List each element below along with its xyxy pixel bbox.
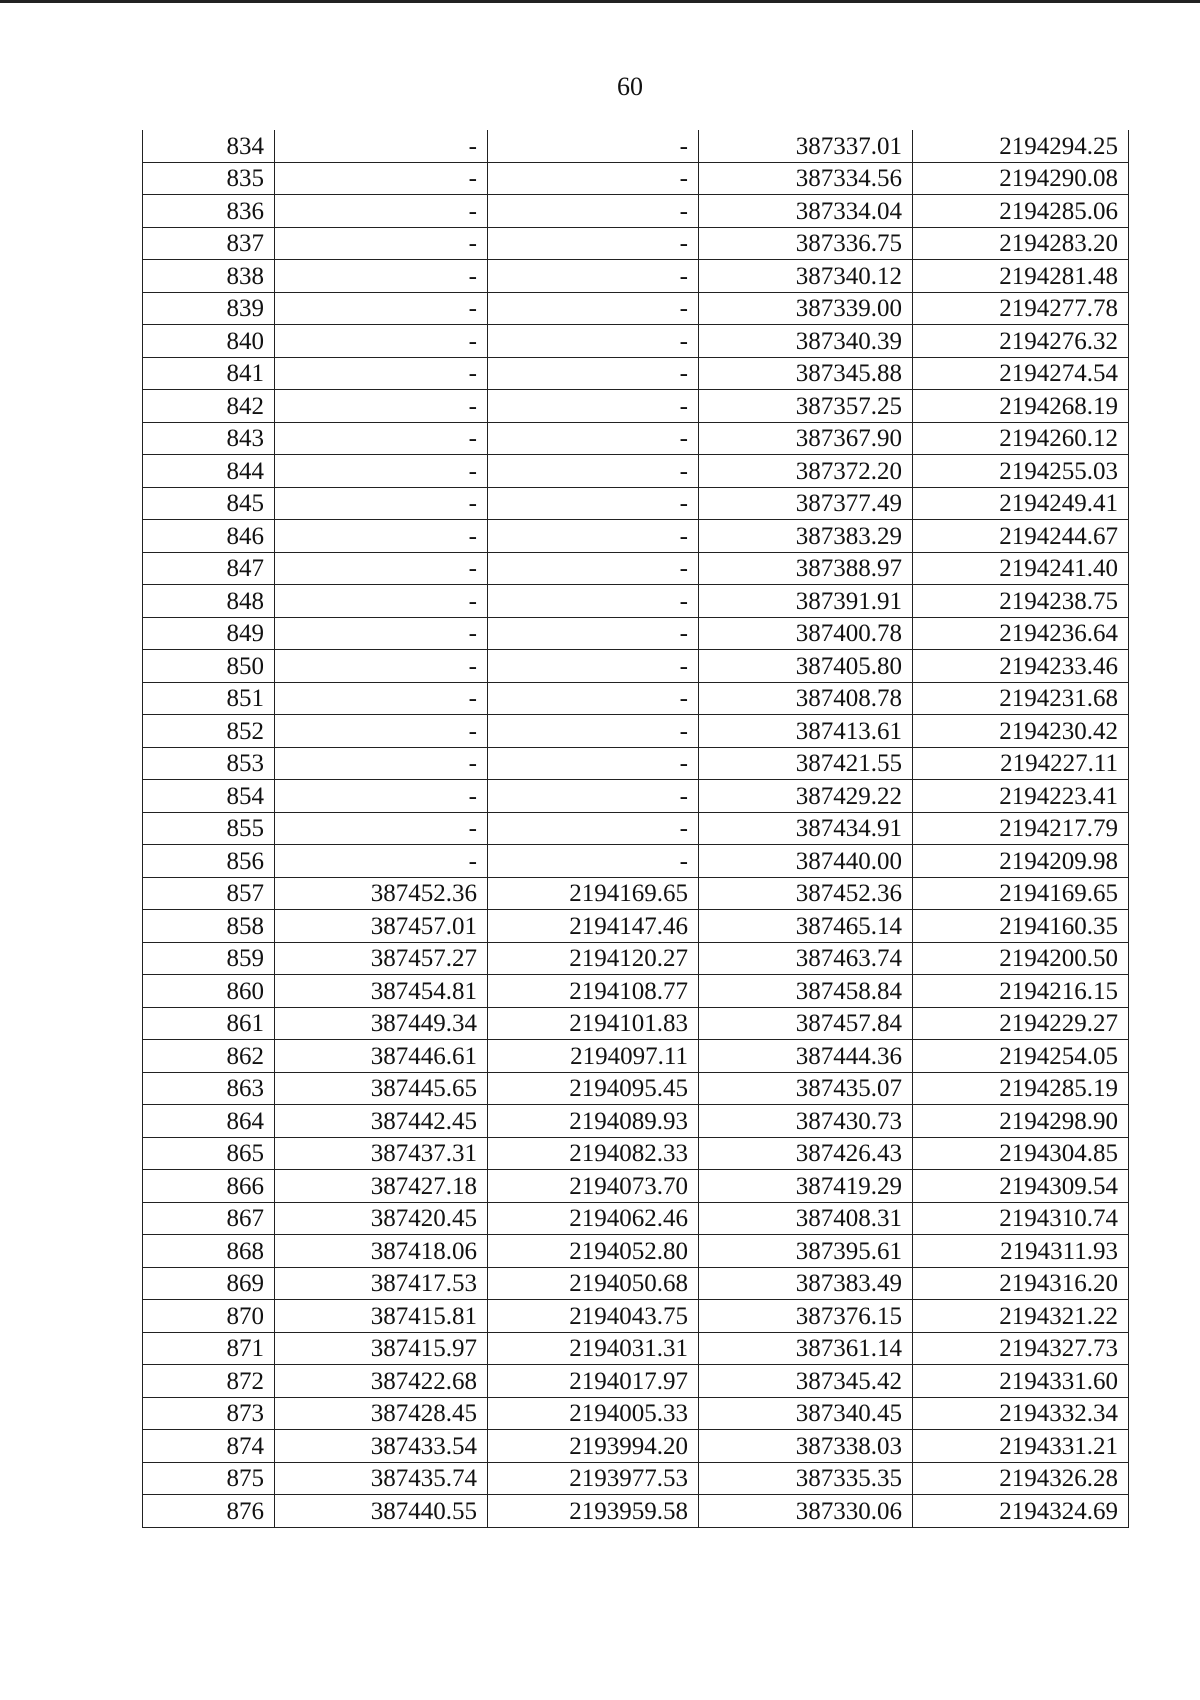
- value-cell-2: 2194147.46: [488, 910, 699, 943]
- value-cell-2: 2194101.83: [488, 1007, 699, 1040]
- point-number-cell: 860: [143, 975, 275, 1008]
- table-row: [143, 877, 1129, 910]
- value-cell-4: 2194268.19: [913, 390, 1129, 423]
- table-row: [143, 747, 1129, 780]
- value-cell-1: -: [275, 487, 488, 520]
- value-cell-4: 2194294.25: [913, 130, 1129, 162]
- table-row: [143, 975, 1129, 1008]
- value-cell-2: -: [488, 585, 699, 618]
- value-cell-4: 2194316.20: [913, 1267, 1129, 1300]
- point-number-cell: 876: [143, 1495, 275, 1528]
- table-row: [143, 1072, 1129, 1105]
- value-cell-2: -: [488, 227, 699, 260]
- value-cell-4: 2194231.68: [913, 682, 1129, 715]
- value-cell-3: 387444.36: [699, 1040, 913, 1073]
- value-cell-1: -: [275, 422, 488, 455]
- value-cell-4: 2194276.32: [913, 325, 1129, 358]
- value-cell-4: 2194326.28: [913, 1462, 1129, 1495]
- point-number-cell: 836: [143, 195, 275, 228]
- point-number-cell: 864: [143, 1105, 275, 1138]
- table-row: [143, 1495, 1129, 1528]
- point-number-cell: 834: [143, 130, 275, 162]
- table-row: [143, 1235, 1129, 1268]
- table-row: [143, 357, 1129, 390]
- value-cell-1: 387440.55: [275, 1495, 488, 1528]
- value-cell-1: -: [275, 617, 488, 650]
- table-row: [143, 227, 1129, 260]
- value-cell-1: -: [275, 812, 488, 845]
- value-cell-4: 2194217.79: [913, 812, 1129, 845]
- value-cell-4: 2194238.75: [913, 585, 1129, 618]
- value-cell-1: -: [275, 130, 488, 162]
- point-number-cell: 866: [143, 1170, 275, 1203]
- table-row: [143, 812, 1129, 845]
- value-cell-1: -: [275, 292, 488, 325]
- point-number-cell: 839: [143, 292, 275, 325]
- table-row: [143, 162, 1129, 195]
- value-cell-3: 387340.12: [699, 260, 913, 293]
- value-cell-4: 2194160.35: [913, 910, 1129, 943]
- value-cell-3: 387391.91: [699, 585, 913, 618]
- value-cell-1: -: [275, 455, 488, 488]
- table-row: [143, 942, 1129, 975]
- table-row: [143, 650, 1129, 683]
- value-cell-3: 387376.15: [699, 1300, 913, 1333]
- value-cell-4: 2194285.19: [913, 1072, 1129, 1105]
- table-row: [143, 715, 1129, 748]
- value-cell-4: 2194309.54: [913, 1170, 1129, 1203]
- value-cell-4: 2194321.22: [913, 1300, 1129, 1333]
- value-cell-3: 387426.43: [699, 1137, 913, 1170]
- value-cell-2: -: [488, 682, 699, 715]
- value-cell-1: 387452.36: [275, 877, 488, 910]
- point-number-cell: 871: [143, 1332, 275, 1365]
- value-cell-2: 2194082.33: [488, 1137, 699, 1170]
- point-number-cell: 861: [143, 1007, 275, 1040]
- value-cell-4: 2194310.74: [913, 1202, 1129, 1235]
- value-cell-3: 387334.56: [699, 162, 913, 195]
- value-cell-3: 387335.35: [699, 1462, 913, 1495]
- value-cell-3: 387383.29: [699, 520, 913, 553]
- value-cell-3: 387465.14: [699, 910, 913, 943]
- value-cell-4: 2194200.50: [913, 942, 1129, 975]
- value-cell-1: -: [275, 260, 488, 293]
- value-cell-2: -: [488, 357, 699, 390]
- value-cell-1: 387457.27: [275, 942, 488, 975]
- value-cell-1: 387428.45: [275, 1397, 488, 1430]
- table-row: [143, 1267, 1129, 1300]
- value-cell-3: 387345.42: [699, 1365, 913, 1398]
- page-number: 60: [617, 72, 643, 101]
- coordinates-table: [142, 130, 1129, 1528]
- value-cell-4: 2194209.98: [913, 845, 1129, 878]
- value-cell-2: -: [488, 390, 699, 423]
- value-cell-4: 2194277.78: [913, 292, 1129, 325]
- value-cell-4: 2194236.64: [913, 617, 1129, 650]
- point-number-cell: 857: [143, 877, 275, 910]
- value-cell-2: 2194043.75: [488, 1300, 699, 1333]
- table-row: [143, 1202, 1129, 1235]
- value-cell-2: -: [488, 552, 699, 585]
- point-number-cell: 838: [143, 260, 275, 293]
- table-row: [143, 195, 1129, 228]
- value-cell-3: 387440.00: [699, 845, 913, 878]
- value-cell-2: -: [488, 260, 699, 293]
- table-row: [143, 1007, 1129, 1040]
- table-row: [143, 617, 1129, 650]
- value-cell-2: 2194120.27: [488, 942, 699, 975]
- table-row: [143, 585, 1129, 618]
- point-number-cell: 854: [143, 780, 275, 813]
- point-number-cell: 865: [143, 1137, 275, 1170]
- value-cell-3: 387337.01: [699, 130, 913, 162]
- value-cell-4: 2194244.67: [913, 520, 1129, 553]
- value-cell-2: -: [488, 617, 699, 650]
- table-row: [143, 1365, 1129, 1398]
- table-row: [143, 1300, 1129, 1333]
- point-number-cell: 858: [143, 910, 275, 943]
- value-cell-2: 2193977.53: [488, 1462, 699, 1495]
- value-cell-1: 387457.01: [275, 910, 488, 943]
- value-cell-4: 2194283.20: [913, 227, 1129, 260]
- value-cell-4: 2194241.40: [913, 552, 1129, 585]
- table-row: [143, 1040, 1129, 1073]
- value-cell-1: -: [275, 227, 488, 260]
- value-cell-3: 387339.00: [699, 292, 913, 325]
- point-number-cell: 856: [143, 845, 275, 878]
- value-cell-1: 387454.81: [275, 975, 488, 1008]
- value-cell-3: 387463.74: [699, 942, 913, 975]
- value-cell-2: -: [488, 292, 699, 325]
- value-cell-1: 387445.65: [275, 1072, 488, 1105]
- value-cell-1: -: [275, 325, 488, 358]
- value-cell-1: 387422.68: [275, 1365, 488, 1398]
- value-cell-3: 387457.84: [699, 1007, 913, 1040]
- value-cell-1: -: [275, 650, 488, 683]
- value-cell-3: 387408.31: [699, 1202, 913, 1235]
- value-cell-3: 387435.07: [699, 1072, 913, 1105]
- value-cell-1: -: [275, 715, 488, 748]
- point-number-cell: 843: [143, 422, 275, 455]
- value-cell-4: 2194233.46: [913, 650, 1129, 683]
- value-cell-1: -: [275, 747, 488, 780]
- value-cell-3: 387372.20: [699, 455, 913, 488]
- value-cell-3: 387340.39: [699, 325, 913, 358]
- value-cell-4: 2194304.85: [913, 1137, 1129, 1170]
- value-cell-1: -: [275, 357, 488, 390]
- value-cell-1: 387415.81: [275, 1300, 488, 1333]
- value-cell-1: -: [275, 780, 488, 813]
- point-number-cell: 875: [143, 1462, 275, 1495]
- table-row: [143, 260, 1129, 293]
- value-cell-4: 2194285.06: [913, 195, 1129, 228]
- value-cell-1: 387437.31: [275, 1137, 488, 1170]
- value-cell-3: 387336.75: [699, 227, 913, 260]
- point-number-cell: 859: [143, 942, 275, 975]
- value-cell-2: -: [488, 487, 699, 520]
- value-cell-2: 2194017.97: [488, 1365, 699, 1398]
- value-cell-1: -: [275, 585, 488, 618]
- table-row: [143, 325, 1129, 358]
- point-number-cell: 852: [143, 715, 275, 748]
- value-cell-1: -: [275, 552, 488, 585]
- value-cell-2: 2193994.20: [488, 1430, 699, 1463]
- value-cell-2: -: [488, 162, 699, 195]
- point-number-cell: 842: [143, 390, 275, 423]
- point-number-cell: 845: [143, 487, 275, 520]
- value-cell-1: 387415.97: [275, 1332, 488, 1365]
- point-number-cell: 837: [143, 227, 275, 260]
- value-cell-3: 387430.73: [699, 1105, 913, 1138]
- table-row: [143, 455, 1129, 488]
- point-number-cell: 849: [143, 617, 275, 650]
- value-cell-1: 387420.45: [275, 1202, 488, 1235]
- value-cell-2: 2194052.80: [488, 1235, 699, 1268]
- value-cell-2: 2194062.46: [488, 1202, 699, 1235]
- value-cell-4: 2194311.93: [913, 1235, 1129, 1268]
- value-cell-1: 387427.18: [275, 1170, 488, 1203]
- value-cell-2: 2194095.45: [488, 1072, 699, 1105]
- value-cell-1: 387433.54: [275, 1430, 488, 1463]
- table-row: [143, 422, 1129, 455]
- value-cell-4: 2194331.21: [913, 1430, 1129, 1463]
- table-row: [143, 520, 1129, 553]
- value-cell-3: 387338.03: [699, 1430, 913, 1463]
- coordinates-table-body: [143, 130, 1129, 1527]
- value-cell-2: 2194050.68: [488, 1267, 699, 1300]
- value-cell-2: 2194108.77: [488, 975, 699, 1008]
- value-cell-2: -: [488, 747, 699, 780]
- value-cell-2: 2194169.65: [488, 877, 699, 910]
- value-cell-3: 387458.84: [699, 975, 913, 1008]
- table-row: [143, 845, 1129, 878]
- value-cell-3: 387405.80: [699, 650, 913, 683]
- value-cell-4: 2194324.69: [913, 1495, 1129, 1528]
- value-cell-1: 387435.74: [275, 1462, 488, 1495]
- point-number-cell: 872: [143, 1365, 275, 1398]
- value-cell-2: 2193959.58: [488, 1495, 699, 1528]
- page-top-edge: [0, 0, 1200, 3]
- value-cell-3: 387421.55: [699, 747, 913, 780]
- value-cell-1: 387446.61: [275, 1040, 488, 1073]
- value-cell-3: 387434.91: [699, 812, 913, 845]
- value-cell-2: 2194005.33: [488, 1397, 699, 1430]
- point-number-cell: 847: [143, 552, 275, 585]
- value-cell-4: 2194229.27: [913, 1007, 1129, 1040]
- value-cell-3: 387452.36: [699, 877, 913, 910]
- point-number-cell: 868: [143, 1235, 275, 1268]
- value-cell-1: -: [275, 390, 488, 423]
- point-number-cell: 855: [143, 812, 275, 845]
- value-cell-2: -: [488, 520, 699, 553]
- value-cell-2: -: [488, 455, 699, 488]
- value-cell-1: 387442.45: [275, 1105, 488, 1138]
- point-number-cell: 870: [143, 1300, 275, 1333]
- value-cell-2: -: [488, 650, 699, 683]
- value-cell-1: -: [275, 845, 488, 878]
- value-cell-3: 387419.29: [699, 1170, 913, 1203]
- point-number-cell: 844: [143, 455, 275, 488]
- value-cell-1: 387449.34: [275, 1007, 488, 1040]
- value-cell-4: 2194169.65: [913, 877, 1129, 910]
- value-cell-3: 387330.06: [699, 1495, 913, 1528]
- value-cell-1: -: [275, 195, 488, 228]
- value-cell-4: 2194327.73: [913, 1332, 1129, 1365]
- value-cell-2: 2194031.31: [488, 1332, 699, 1365]
- point-number-cell: 841: [143, 357, 275, 390]
- value-cell-4: 2194260.12: [913, 422, 1129, 455]
- value-cell-3: 387388.97: [699, 552, 913, 585]
- value-cell-2: 2194097.11: [488, 1040, 699, 1073]
- value-cell-2: -: [488, 195, 699, 228]
- table-row: [143, 487, 1129, 520]
- value-cell-4: 2194290.08: [913, 162, 1129, 195]
- table-row: [143, 780, 1129, 813]
- table-row: [143, 1170, 1129, 1203]
- point-number-cell: 863: [143, 1072, 275, 1105]
- value-cell-3: 387429.22: [699, 780, 913, 813]
- value-cell-4: 2194230.42: [913, 715, 1129, 748]
- point-number-cell: 853: [143, 747, 275, 780]
- value-cell-4: 2194274.54: [913, 357, 1129, 390]
- value-cell-4: 2194249.41: [913, 487, 1129, 520]
- value-cell-3: 387357.25: [699, 390, 913, 423]
- point-number-cell: 873: [143, 1397, 275, 1430]
- point-number-cell: 874: [143, 1430, 275, 1463]
- value-cell-3: 387377.49: [699, 487, 913, 520]
- value-cell-2: 2194073.70: [488, 1170, 699, 1203]
- point-number-cell: 848: [143, 585, 275, 618]
- table-row: [143, 1332, 1129, 1365]
- value-cell-1: 387418.06: [275, 1235, 488, 1268]
- table-row: [143, 390, 1129, 423]
- table-row: [143, 1430, 1129, 1463]
- point-number-cell: 835: [143, 162, 275, 195]
- point-number-cell: 869: [143, 1267, 275, 1300]
- point-number-cell: 862: [143, 1040, 275, 1073]
- table-row: [143, 1462, 1129, 1495]
- point-number-cell: 850: [143, 650, 275, 683]
- value-cell-3: 387345.88: [699, 357, 913, 390]
- point-number-cell: 867: [143, 1202, 275, 1235]
- table-row: [143, 292, 1129, 325]
- value-cell-1: -: [275, 682, 488, 715]
- value-cell-2: -: [488, 715, 699, 748]
- value-cell-4: 2194227.11: [913, 747, 1129, 780]
- value-cell-4: 2194255.03: [913, 455, 1129, 488]
- value-cell-2: -: [488, 422, 699, 455]
- value-cell-4: 2194223.41: [913, 780, 1129, 813]
- value-cell-2: -: [488, 812, 699, 845]
- table-row: [143, 130, 1129, 162]
- value-cell-2: -: [488, 845, 699, 878]
- value-cell-1: -: [275, 520, 488, 553]
- table-row: [143, 1397, 1129, 1430]
- value-cell-2: -: [488, 780, 699, 813]
- value-cell-3: 387367.90: [699, 422, 913, 455]
- table-row: [143, 1137, 1129, 1170]
- value-cell-3: 387413.61: [699, 715, 913, 748]
- point-number-cell: 840: [143, 325, 275, 358]
- value-cell-4: 2194216.15: [913, 975, 1129, 1008]
- value-cell-2: 2194089.93: [488, 1105, 699, 1138]
- point-number-cell: 851: [143, 682, 275, 715]
- value-cell-2: -: [488, 130, 699, 162]
- value-cell-3: 387395.61: [699, 1235, 913, 1268]
- value-cell-3: 387408.78: [699, 682, 913, 715]
- value-cell-1: -: [275, 162, 488, 195]
- value-cell-4: 2194281.48: [913, 260, 1129, 293]
- table-row: [143, 682, 1129, 715]
- point-number-cell: 846: [143, 520, 275, 553]
- value-cell-3: 387383.49: [699, 1267, 913, 1300]
- value-cell-3: 387340.45: [699, 1397, 913, 1430]
- value-cell-4: 2194332.34: [913, 1397, 1129, 1430]
- value-cell-4: 2194298.90: [913, 1105, 1129, 1138]
- table-row: [143, 910, 1129, 943]
- value-cell-1: 387417.53: [275, 1267, 488, 1300]
- table-row: [143, 552, 1129, 585]
- value-cell-2: -: [488, 325, 699, 358]
- table-row: [143, 1105, 1129, 1138]
- value-cell-4: 2194254.05: [913, 1040, 1129, 1073]
- value-cell-3: 387400.78: [699, 617, 913, 650]
- value-cell-3: 387361.14: [699, 1332, 913, 1365]
- value-cell-4: 2194331.60: [913, 1365, 1129, 1398]
- value-cell-3: 387334.04: [699, 195, 913, 228]
